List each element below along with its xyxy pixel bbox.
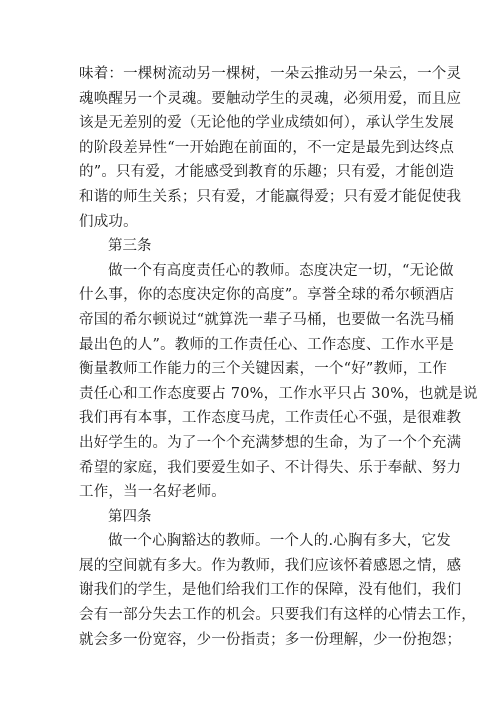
paragraph-responsibility [79,259,478,505]
document-page [79,62,478,652]
text-line: 会有一部分失去工作的机会。只要我们有这样的心情去工作， [79,607,476,624]
text-line: 的”。只有爱，才能感受到教育的乐趣；只有爱，才能创造 [79,164,455,181]
section-heading-4: 第四条 [108,508,152,525]
paragraph-love [79,62,462,234]
text-line: 责任心和工作态度要占 70%，工作水平只占 30%，也就是说 [79,385,478,402]
text-line: 出好学生的。为了一个个充满梦想的生命，为了一个个充满 [79,434,462,451]
text-line: 希望的家庭，我们要爱生如子、不计得失、乐于奉献、努力 [79,459,462,476]
text-line: 帝国的希尔顿说过“就算洗一辈子马桶，也要做一名洗马桶 [79,311,455,328]
text-line: 衡量教师工作能力的三个关键因素，一个“好”教师，工作 [79,361,448,378]
paragraph-broad-minded [79,529,476,652]
text-line: 展的空间就有多大。作为教师，我们应该怀着感恩之情，感 [79,557,462,574]
text-line: 什么事，你的态度决定你的高度”。享誉全球的希尔顿酒店 [79,287,455,304]
text-line: 该是无差别的爱（无论他的学业成绩如何），承认学生发展 [79,115,454,132]
text-line: 最出色的人”。教师的工作责任心、工作态度、工作水平是 [79,336,455,353]
text-line: 我们再有本事，工作态度马虎，工作责任心不强，是很难教 [79,410,462,427]
text-line: 们成功。 [79,213,138,230]
text-line: 就会多一份宽容，少一份指责；多一份理解，少一份抱怨； [79,631,462,648]
text-line: 和谐的师生关系；只有爱，才能赢得爱；只有爱才能促使我 [79,188,462,205]
text-line: 味着：一棵树流动另一棵树，一朵云推动另一朵云，一个灵 [79,66,462,82]
text-line: 的阶段差异性“一开始跑在前面的，不一定是最先到达终点 [79,139,455,156]
text-line: 做一个有高度责任心的教师。态度决定一切，“无论做 [108,262,454,279]
text-line: 做一个心胸豁达的教师。一个人的.心胸有多大，它发 [108,533,451,550]
text-line: 谢我们的学生，是他们给我们工作的保障，没有他们，我们 [79,582,462,599]
text-line: 魂唤醒另一个灵魂。要触动学生的灵魂，必须用爱，而且应 [79,90,462,107]
section-heading-3: 第三条 [108,238,152,255]
text-line: 工作，当一名好老师。 [79,484,226,501]
